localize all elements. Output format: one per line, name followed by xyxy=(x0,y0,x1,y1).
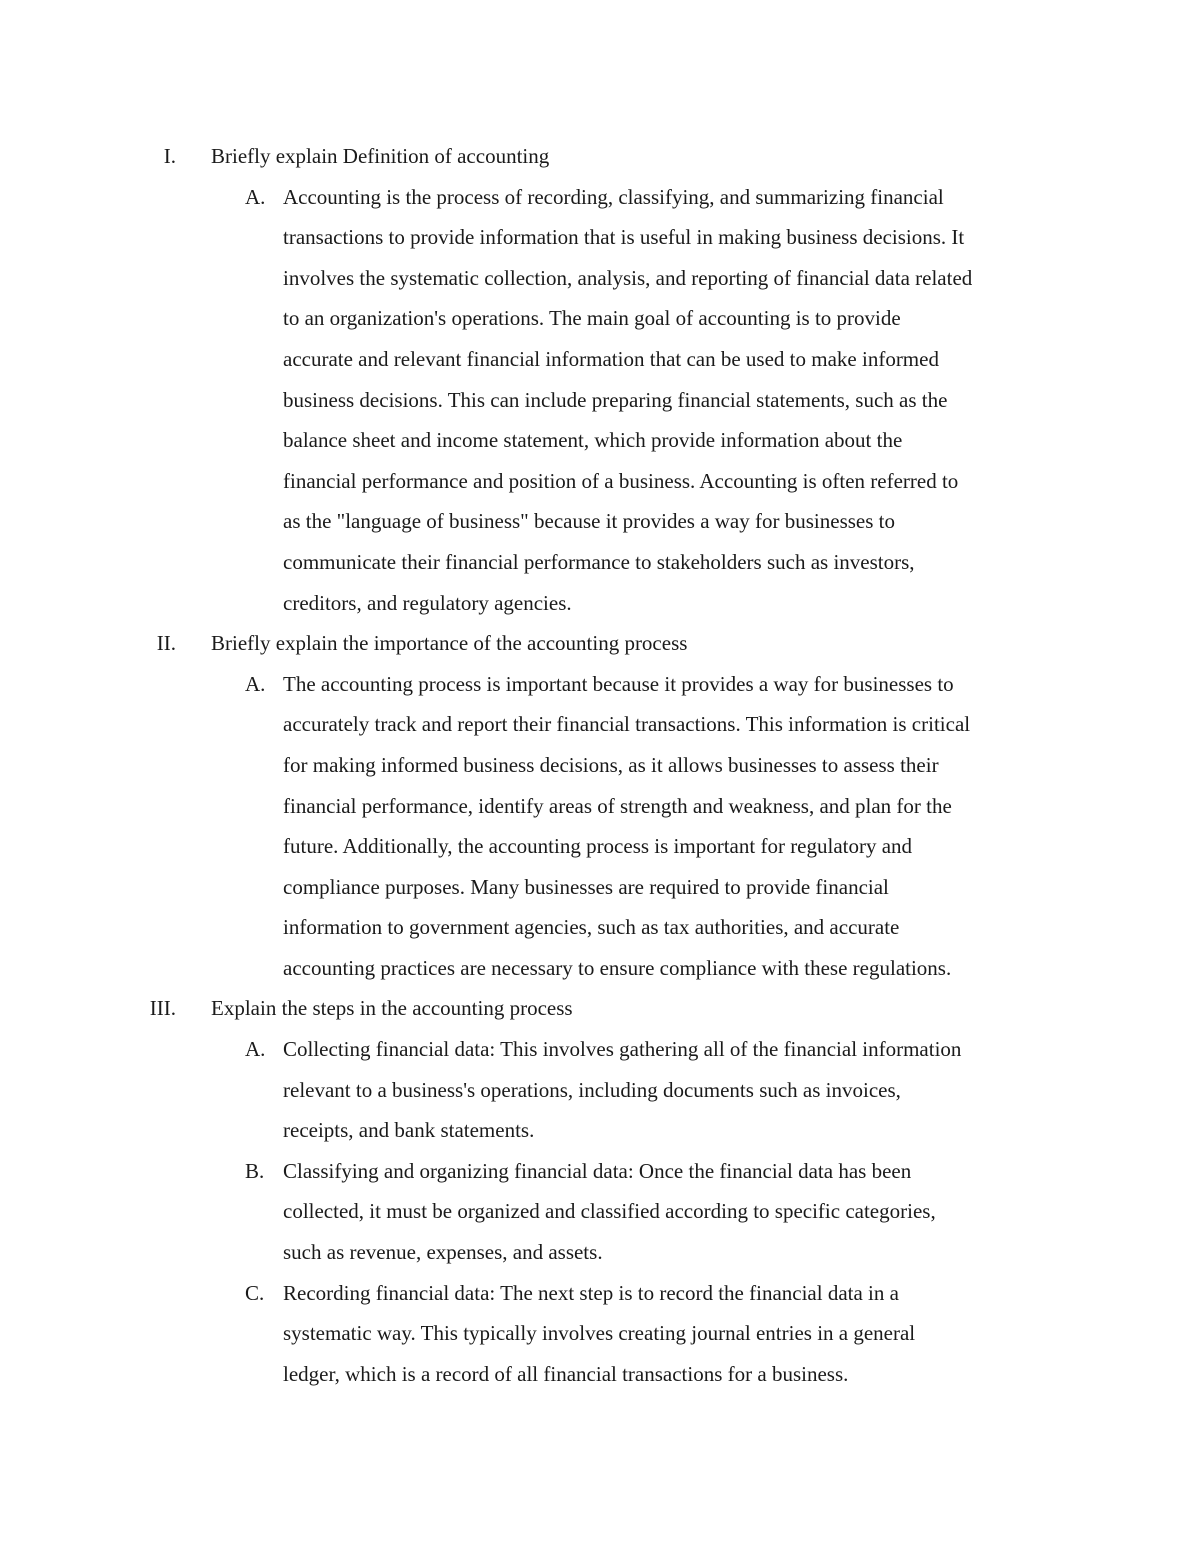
roman-numeral: III. xyxy=(149,996,176,1021)
subitem-paragraph xyxy=(283,1273,1073,1395)
subitem-letter: A. xyxy=(245,1037,266,1062)
paragraph-line: communicate their financial performance to stakeholders such as investors, xyxy=(283,549,915,574)
paragraph-line: Recording financial data: The next step is to record the financial data in a xyxy=(283,1280,899,1305)
section-title: Briefly explain the importance of the accounting process xyxy=(211,631,688,656)
paragraph-line: Accounting is the process of recording, classifying, and summarizing financial xyxy=(283,184,944,209)
paragraph-line: ledger, which is a record of all financial transactions for a business. xyxy=(283,1361,849,1386)
paragraph-line: Classifying and organizing financial data: Once the financial data has been xyxy=(283,1158,912,1183)
outline-section xyxy=(0,623,1200,988)
paragraph-line: financial performance, identify areas of strength and weakness, and plan for the xyxy=(283,793,952,818)
subitem-paragraph xyxy=(283,1151,1073,1273)
outline-section xyxy=(0,136,1200,623)
section-header xyxy=(0,136,1200,177)
section-title: Explain the steps in the accounting process xyxy=(211,996,573,1021)
paragraph-line: balance sheet and income statement, which provide information about the xyxy=(283,428,903,453)
paragraph-line: receipts, and bank statements. xyxy=(283,1118,535,1143)
outline-section xyxy=(0,988,1200,1394)
paragraph-line: systematic way. This typically involves creating journal entries in a general xyxy=(283,1321,916,1346)
outline-subitem xyxy=(0,1273,1200,1395)
section-title: Briefly explain Definition of accounting xyxy=(211,144,550,168)
subitem-letter: C. xyxy=(245,1280,265,1305)
paragraph-line: collected, it must be organized and classified according to specific categories, xyxy=(283,1199,936,1224)
paragraph-line: business decisions. This can include preparing financial statements, such as the xyxy=(283,387,948,412)
paragraph-line: creditors, and regulatory agencies. xyxy=(283,590,572,615)
outline-subitem xyxy=(0,1151,1200,1273)
paragraph-line: information to government agencies, such as tax authorities, and accurate xyxy=(283,915,900,940)
roman-numeral: II. xyxy=(156,631,176,656)
paragraph-line: future. Additionally, the accounting process is important for regulatory and xyxy=(283,834,913,859)
roman-numeral: I. xyxy=(163,144,176,168)
paragraph-line: accurate and relevant financial information that can be used to make informed xyxy=(283,346,939,371)
paragraph-line: accounting practices are necessary to ensure compliance with these regulations. xyxy=(283,955,952,980)
paragraph-line: financial performance and position of a business. Accounting is often referred to xyxy=(283,468,959,493)
subitem-letter: B. xyxy=(245,1158,265,1183)
paragraph-line: compliance purposes. Many businesses are required to provide financial xyxy=(283,874,889,899)
subitem-letter: A. xyxy=(245,671,266,696)
outline-subitem xyxy=(0,177,1200,624)
subitem-paragraph xyxy=(283,664,1073,989)
paragraph-line: for making informed business decisions, as it allows businesses to assess their xyxy=(283,752,939,777)
paragraph-line: The accounting process is important because it provides a way for businesses to xyxy=(283,671,954,696)
outline-list xyxy=(0,136,1200,1394)
paragraph-line: relevant to a business's operations, including documents such as invoices, xyxy=(283,1077,901,1102)
subitem-paragraph xyxy=(283,1029,1073,1151)
section-header xyxy=(0,623,1200,664)
paragraph-line: such as revenue, expenses, and assets. xyxy=(283,1240,603,1265)
paragraph-line: accurately track and report their financial transactions. This information is critical xyxy=(283,712,971,737)
subitem-paragraph xyxy=(283,177,1073,624)
outline-subitem xyxy=(0,1029,1200,1151)
paragraph-line: as the "language of business" because it provides a way for businesses to xyxy=(283,509,895,534)
paragraph-line: involves the systematic collection, analysis, and reporting of financial data related xyxy=(283,265,973,290)
subitem-letter: A. xyxy=(245,184,266,209)
paragraph-line: transactions to provide information that is useful in making business decisions. It xyxy=(283,225,965,250)
outline-subitem xyxy=(0,664,1200,989)
section-header xyxy=(0,988,1200,1029)
paragraph-line: to an organization's operations. The main goal of accounting is to provide xyxy=(283,306,901,331)
paragraph-line: Collecting financial data: This involves gathering all of the financial information xyxy=(283,1037,962,1062)
